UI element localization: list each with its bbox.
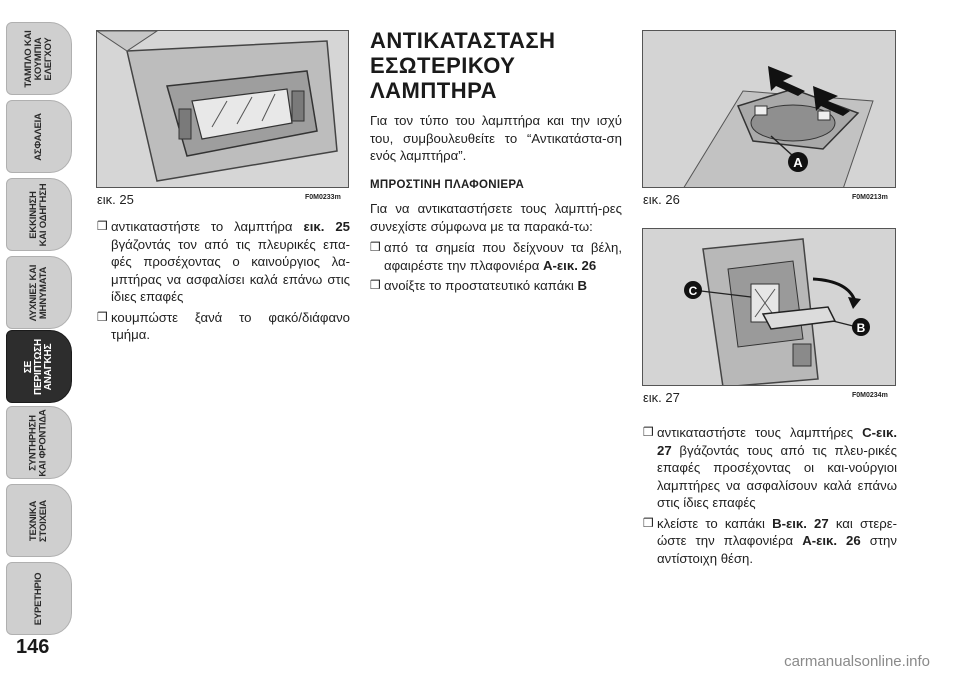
figure-25-caption: εικ. 25 [97,192,134,207]
list-item: ❒ ανοίξτε το προστατευτικό καπάκι B [370,278,588,293]
tab-label: ΣΥΝΤΗΡΗΣΗ ΚΑΙ ΦΡΟΝΤΙΔΑ [28,408,49,477]
instructions-paragraph: Για να αντικαταστήσετε τους λαμπτή-ρες συνεχίστε σύμφωνα με τα παρακά-τω: [370,201,622,234]
front-ceiling-lamp-illustration [643,31,896,188]
tab-label: ΕΚΚΙΝΗΣΗ ΚΑΙ ΟΔΗΓΗΣΗ [28,183,49,246]
checkbox-bullet-icon: ❒ [97,309,108,324]
figure-27-image [642,228,896,386]
checkbox-bullet-icon: ❒ [643,425,654,439]
intro-paragraph: Για τον τύπο του λαμπτήρα και την ισχύ του, συμβουλευθείτε το “Αντικατάστα-ση ενός λαμπτήρα”. [370,113,622,163]
subsection-heading: ΜΠΡΟΣΤΙΝΗ ΠΛΑΦΟΝΙΕΡΑ [370,178,525,191]
column-3-text [643,424,897,570]
watermark-text: carmanualsonline.info [784,653,930,670]
list-item: ❒ κουμπώστε ξανά το φακό/διάφανο τμήμα. [97,309,350,342]
callout-a-label: A [793,155,803,170]
tab-index[interactable] [6,562,72,635]
tab-emergency[interactable] [6,330,72,403]
tab-dashboard-controls[interactable] [6,22,72,95]
list-item: ❒ κλείστε το καπάκι B-εικ. 27 και στερε-ώστε την πλαφονιέρα A-εικ. 26 στην αντίστοιχη θέση. [643,515,897,566]
figure-25-code: F0M0233m [305,194,341,201]
list-item: ❒ αντικαταστήστε το λαμπτήρα εικ. 25 βγάζοντάς τον από τις πλευρικές επα-φές προσέχοντας ο καινούργιος λα-μπτήρας να ασφαλίσει καλά επάνω στις ίδιες επαφές [97,219,350,304]
checkbox-bullet-icon: ❒ [643,515,654,530]
figure-27-code: F0M0234m [852,392,888,399]
tab-starting-driving[interactable] [6,178,72,251]
checkbox-bullet-icon: ❒ [97,219,108,233]
tab-label: ΕΥΡΕΤΗΡΙΟ [33,572,44,625]
open-lamp-cover-illustration [643,229,896,386]
figure-26-image [642,30,896,188]
tab-label: ΤΕΧΝΙΚΑ ΣΤΟΙΧΕΙΑ [28,499,49,542]
tab-label: ΛΥΧΝΙΕΣ ΚΑΙ ΜΗΝΥΜΑΤΑ [28,264,49,321]
page-number: 146 [16,636,50,658]
checkbox-bullet-icon: ❒ [370,240,381,254]
tab-maintenance-care[interactable] [6,406,72,479]
figure-26-code: F0M0213m [852,194,888,201]
callout-b-label: B [856,321,866,335]
tab-safety[interactable] [6,100,72,173]
tab-label: ΤΑΜΠΛΟ ΚΑΙ ΚΟΥΜΠΙΑ ΕΛΕΓΧΟΥ [23,29,54,88]
tab-lights-messages[interactable] [6,256,72,329]
checkbox-bullet-icon: ❒ [370,278,381,292]
column-2-text [370,112,622,298]
list-item: ❒ αντικαταστήστε τους λαμπτήρες C-εικ. 27 βγάζοντάς τους από τις πλευ-ρικές επαφές προσέχοντας οι και-νούργιοι λαμπτήρες να ασφαλίσουν καλά επάνω στις ίδιες επαφές [643,425,897,510]
tab-label: ΑΣΦΑΛΕΙΑ [33,112,44,161]
figure-26-caption: εικ. 26 [643,192,680,207]
callout-c-label: C [688,284,698,298]
figure-25-image [96,30,349,188]
figure-27-caption: εικ. 27 [643,390,680,405]
tab-label: ΣΕ ΠΕΡΙΠΤΩΣΗ ΑΝΑΓΚΗΣ [23,338,54,395]
tab-technical-data[interactable] [6,484,72,557]
list-item: ❒ από τα σημεία που δείχνουν τα βέλη, αφαιρέστε την πλαφονιέρα A-εικ. 26 [370,240,622,273]
section-tabs [0,0,80,640]
section-heading: ΑΝΤΙΚΑΤΑΣΤΑΣΗ ΕΣΩΤΕΡΙΚΟΥ ΛΑΜΠΤΗΡΑ [370,28,556,103]
lamp-housing-illustration [97,31,349,188]
column-1-text [97,218,350,347]
